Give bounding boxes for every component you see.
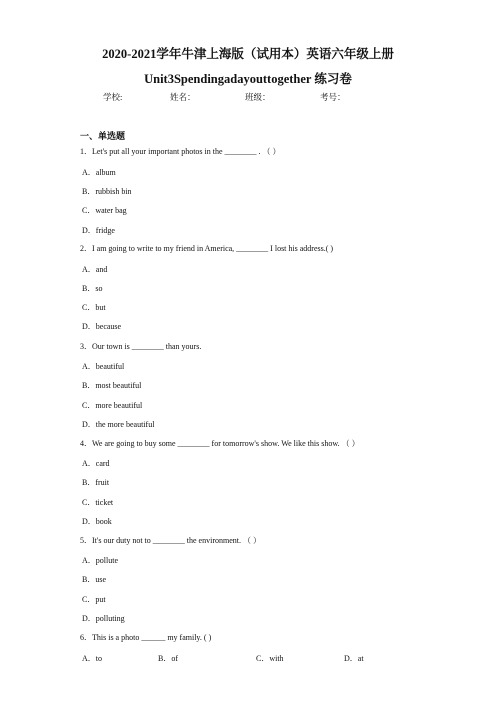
answer-option: C．ticket — [82, 498, 114, 507]
question-stem: 3．Our town is ________ than yours. — [80, 342, 202, 351]
answer-option: D．the more beautiful — [82, 420, 155, 429]
question-stem: 2．I am going to write to my friend in America, ________ I lost his address.( ) — [80, 244, 334, 253]
answer-option: D．at — [344, 654, 364, 663]
answer-option: D．because — [82, 322, 122, 331]
answer-option: D．polluting — [82, 614, 125, 623]
class-field: 班级： — [245, 92, 271, 102]
answer-option: B．so — [82, 284, 103, 293]
answer-option: C．with — [256, 654, 284, 663]
answer-option: C．but — [82, 303, 106, 312]
section-heading: 一、单选题 — [80, 131, 126, 141]
answer-option: B．fruit — [82, 478, 110, 487]
answer-option: C．water bag — [82, 206, 127, 215]
answer-option: A．pollute — [82, 556, 118, 565]
question-stem: 4．We are going to buy some ________ for tomorrow's show. We like this show. （ ） — [80, 439, 360, 448]
answer-option: B．rubbish bin — [82, 187, 132, 196]
answer-option: B．most beautiful — [82, 381, 142, 390]
question-stem: 5．It's our duty not to ________ the environment. （ ） — [80, 536, 261, 545]
answer-option: A．beautiful — [82, 362, 125, 371]
question-stem: 6．This is a photo ______ my family. ( ) — [80, 633, 212, 642]
answer-option: A．card — [82, 459, 110, 468]
answer-option: C．more beautiful — [82, 401, 143, 410]
answer-option: A．and — [82, 265, 108, 274]
name-field: 姓名： — [170, 92, 196, 102]
document-subtitle: Unit3Spendingadayouttogether 练习卷 — [144, 72, 352, 86]
answer-option: B．of — [158, 654, 178, 663]
answer-options-row — [82, 653, 382, 665]
document-title: 2020-2021学年牛津上海版（试用本）英语六年级上册 — [102, 47, 394, 61]
school-field: 学校: — [103, 92, 123, 102]
answer-option: D．fridge — [82, 226, 115, 235]
answer-option: A．album — [82, 168, 116, 177]
answer-option: B．use — [82, 575, 106, 584]
answer-option: C．put — [82, 595, 106, 604]
answer-option: A．to — [82, 654, 102, 663]
question-stem: 1．Let's put all your important photos in the ________ . （ ） — [80, 147, 281, 156]
exam-number-field: 考号： — [320, 92, 346, 102]
answer-option: D．book — [82, 517, 112, 526]
